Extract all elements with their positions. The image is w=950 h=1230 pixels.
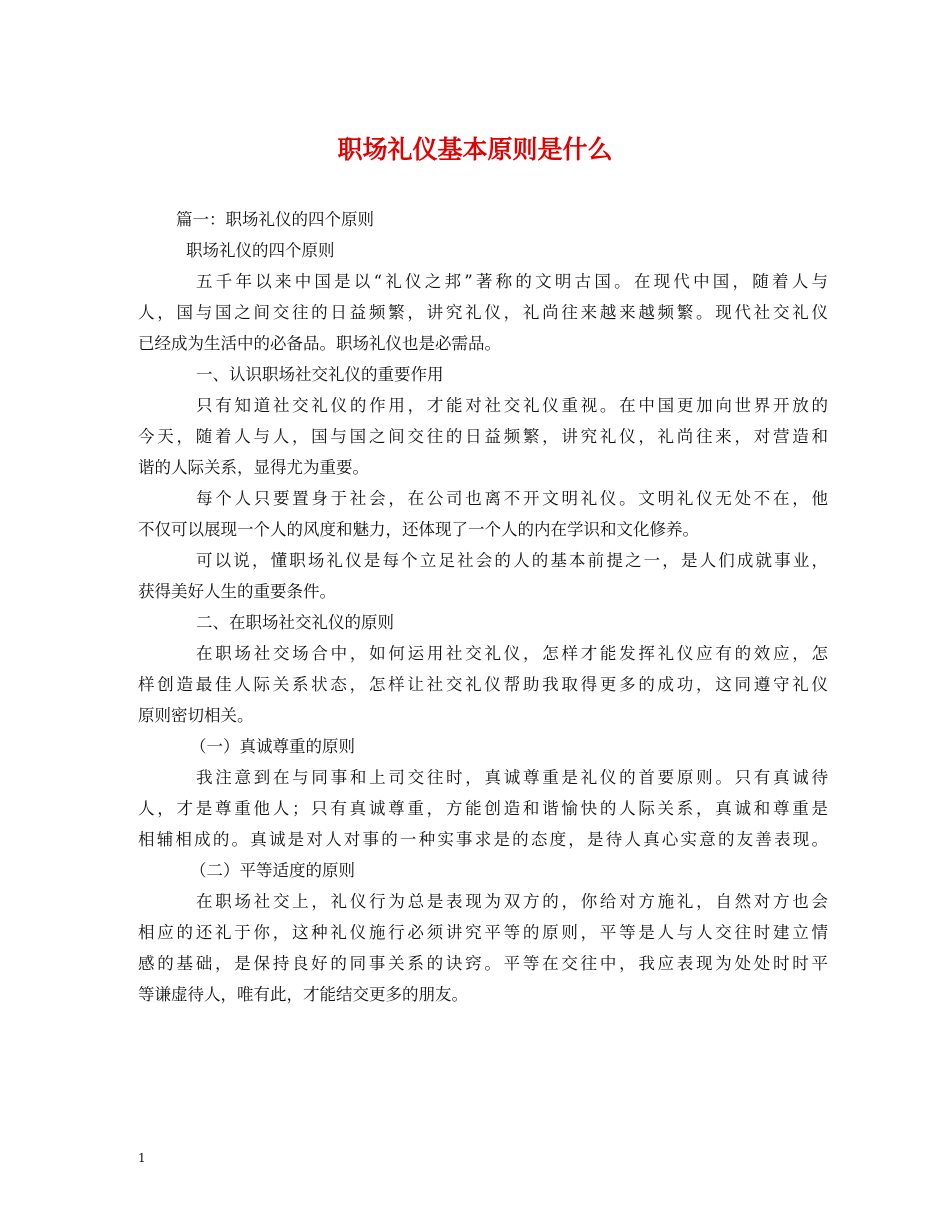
text-line: 等谦虚待人，唯有此，才能结交更多的朋友。 bbox=[138, 985, 468, 1004]
text-line: 可以说，懂职场礼仪是每个立足社会的人的基本前提之一，是人们成就事业， bbox=[196, 551, 828, 570]
document-title: 职场礼仪基本原则是什么 bbox=[337, 135, 613, 164]
text-line: 已经成为生活中的必备品。职场礼仪也是必需品。 bbox=[138, 334, 501, 353]
text-line: 一、认识职场社交礼仪的重要作用 bbox=[196, 365, 444, 384]
text-line: （二）平等适度的原则 bbox=[190, 861, 355, 880]
text-line: 只有知道社交礼仪的作用，才能对社交礼仪重视。在中国更加向世界开放的 bbox=[196, 396, 828, 415]
text-line: 职场礼仪的四个原则 bbox=[186, 241, 335, 260]
page-number: 1 bbox=[138, 1151, 146, 1165]
text-line: 在职场社交场合中，如何运用社交礼仪，怎样才能发挥礼仪应有的效应，怎 bbox=[196, 644, 828, 663]
text-line: 样创造最佳人际关系状态，怎样让社交礼仪帮助我取得更多的成功，这同遵守礼仪 bbox=[138, 675, 828, 694]
text-line: 感的基础，是保持良好的同事关系的诀窍。平等在交往中，我应表现为处处时时平 bbox=[138, 954, 828, 973]
text-line: 我注意到在与同事和上司交往时，真诚尊重是礼仪的首要原则。只有真诚待 bbox=[196, 768, 828, 787]
text-line: 谐的人际关系，显得尤为重要。 bbox=[138, 458, 369, 477]
text-line: 人，国与国之间交往的日益频繁，讲究礼仪，礼尚往来越来越频繁。现代社交礼仪 bbox=[138, 303, 828, 322]
text-line: （一）真诚尊重的原则 bbox=[190, 737, 355, 756]
text-line: 每个人只要置身于社会，在公司也离不开文明礼仪。文明礼仪无处不在，他 bbox=[196, 489, 828, 508]
text-line: 今天，随着人与人，国与国之间交往的日益频繁，讲究礼仪，礼尚往来，对营造和 bbox=[138, 427, 828, 446]
document-body bbox=[138, 204, 828, 1010]
text-line: 五千年以来中国是以“礼仪之邦”著称的文明古国。在现代中国，随着人与 bbox=[196, 272, 828, 291]
text-line: 在职场社交上，礼仪行为总是表现为双方的，你给对方施礼，自然对方也会 bbox=[196, 892, 828, 911]
text-line: 相应的还礼于你，这种礼仪施行必须讲究平等的原则，平等是人与人交往时建立情 bbox=[138, 923, 828, 942]
text-line: 相辅相成的。真诚是对人对事的一种实事求是的态度，是待人真心实意的友善表现。 bbox=[138, 830, 828, 849]
text-line: 获得美好人生的重要条件。 bbox=[138, 582, 336, 601]
text-line: 二、在职场社交礼仪的原则 bbox=[196, 613, 394, 632]
text-line: 原则密切相关。 bbox=[138, 706, 254, 725]
text-line: 不仅可以展现一个人的风度和魅力，还体现了一个人的内在学识和文化修养。 bbox=[138, 520, 699, 539]
text-line: 人，才是尊重他人；只有真诚尊重，方能创造和谐愉快的人际关系，真诚和尊重是 bbox=[138, 799, 828, 818]
text-line: 篇一：职场礼仪的四个原则 bbox=[176, 210, 374, 229]
